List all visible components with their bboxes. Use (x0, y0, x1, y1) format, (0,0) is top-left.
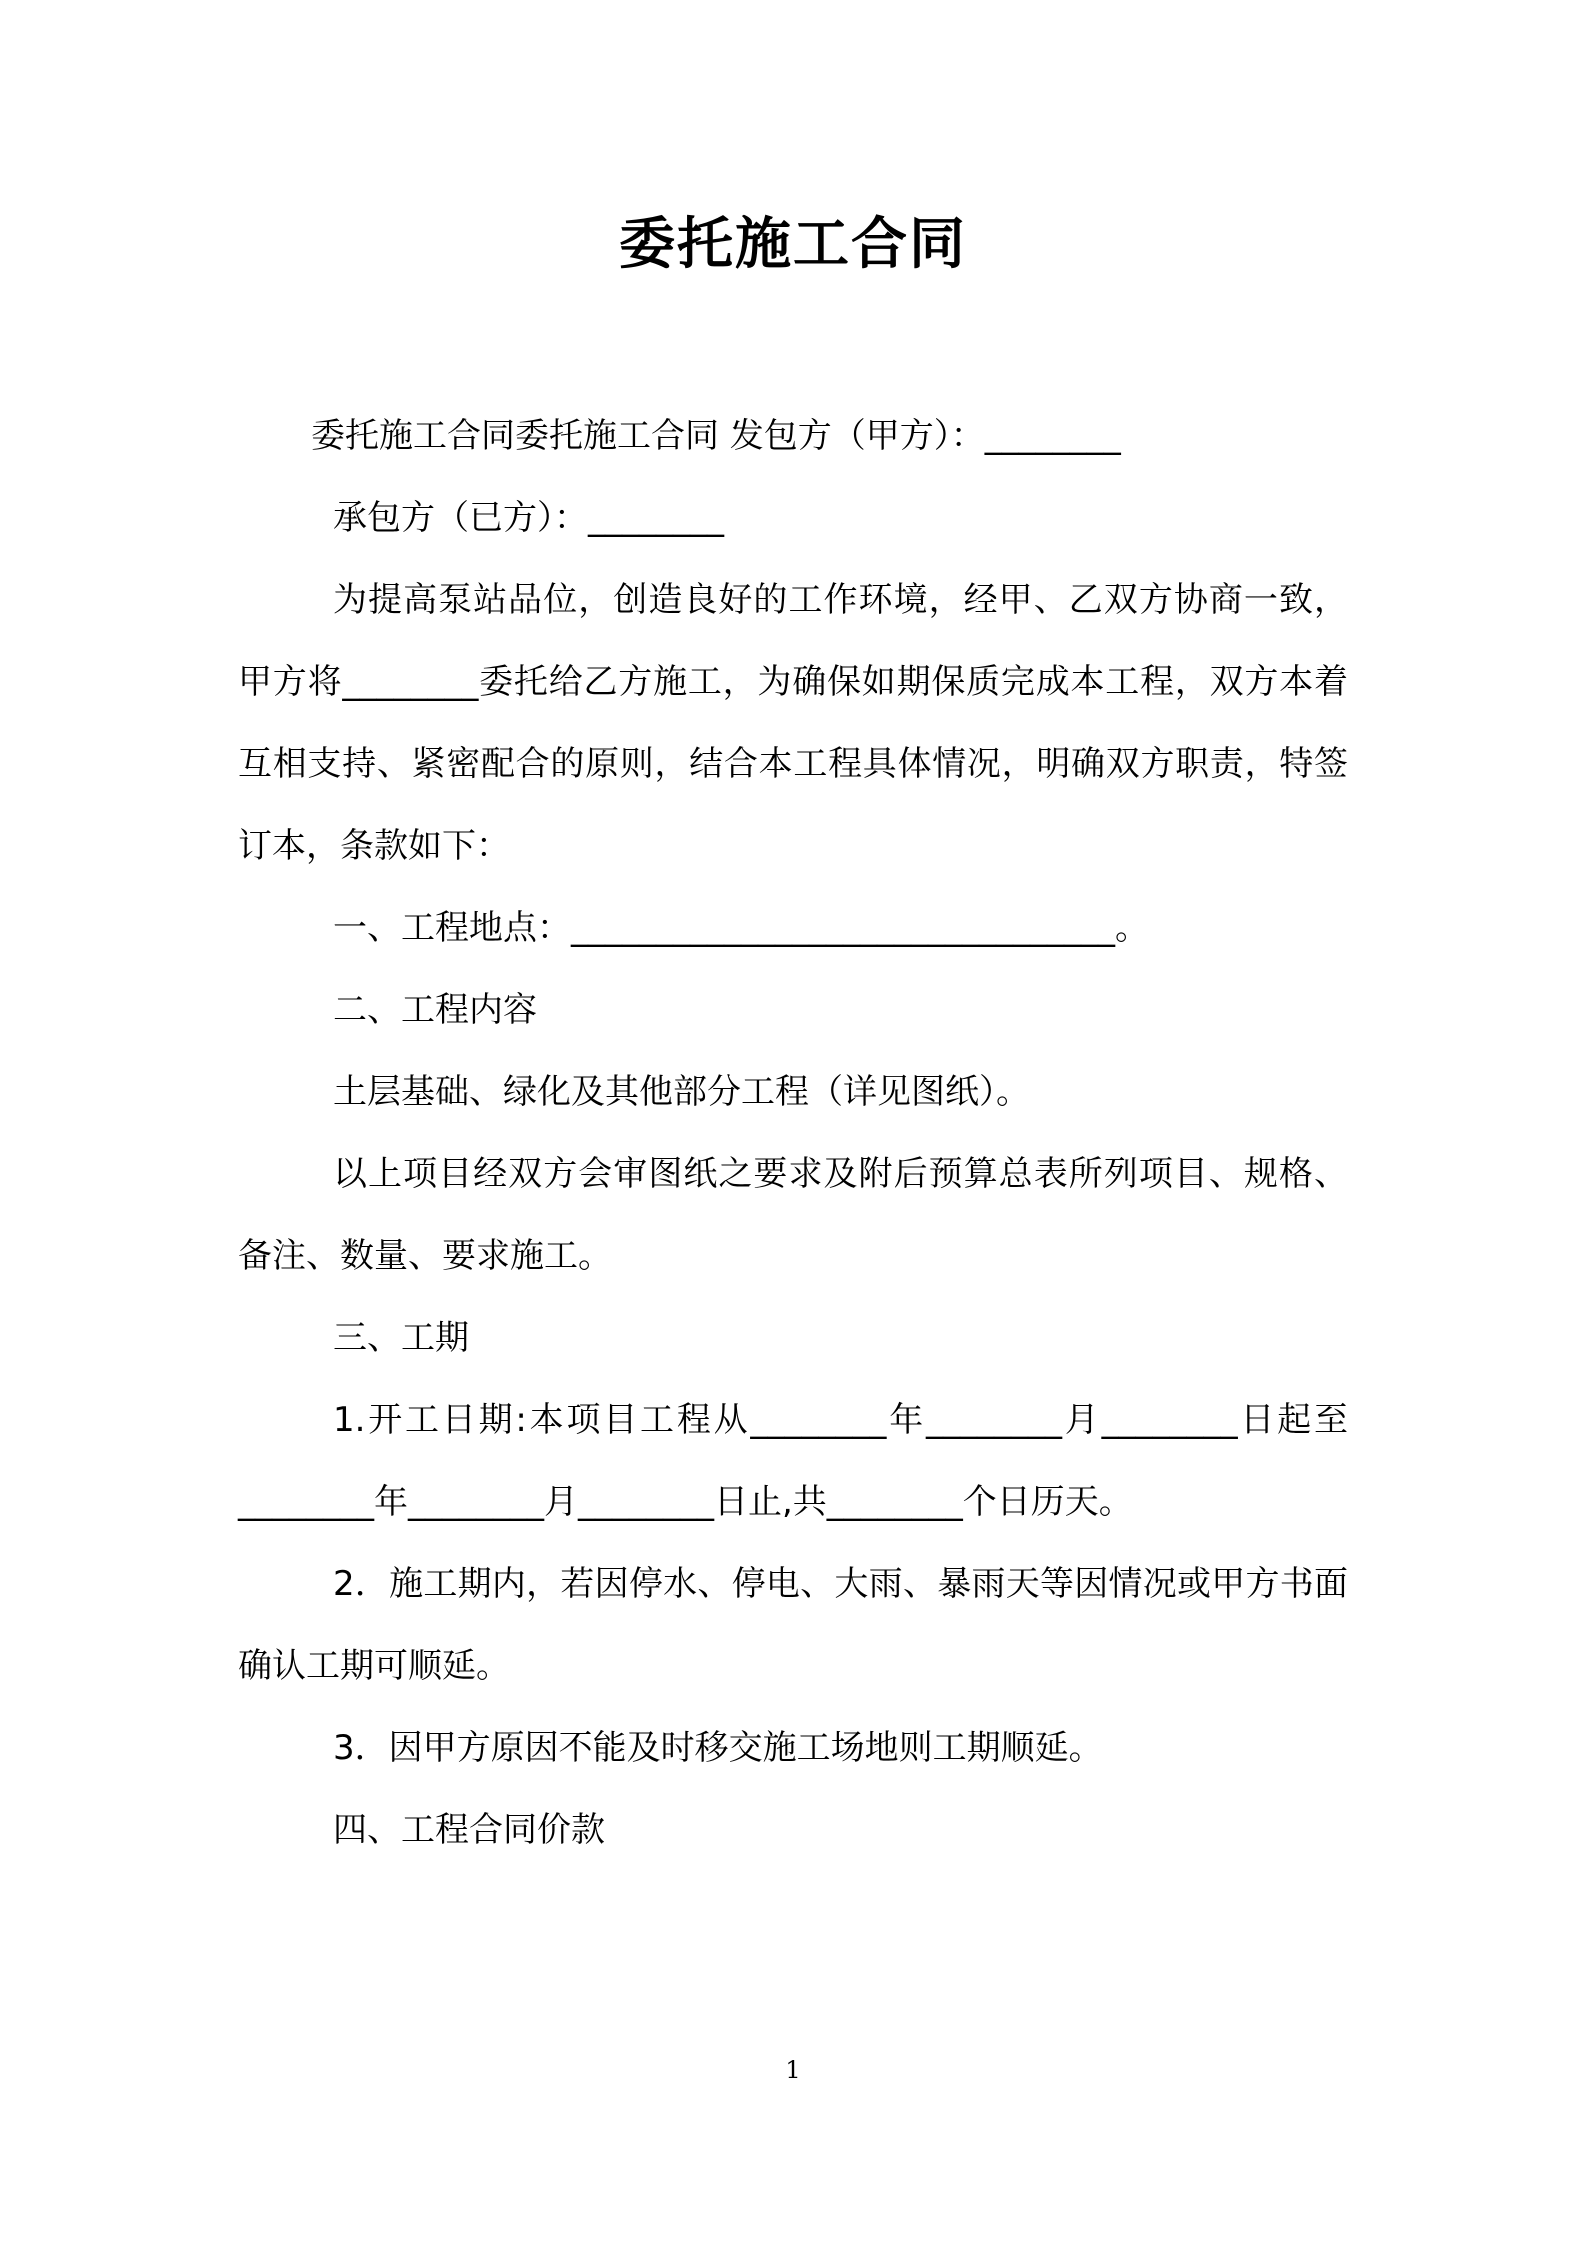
document-body (238, 395, 1348, 1871)
preamble-paragraph: 为提高泵站品位，创造良好的工作环境，经甲、乙双方协商一致，甲方将________委托给乙方施工，为确保如期保质完成本工程，双方本着互相支持、紧密配合的原则，结合本工程具体情况，明确双方职责，特签订本，条款如下： (238, 580, 1348, 866)
party-a-line: 委托施工合同委托施工合同 发包方（甲方）：________ (311, 416, 1121, 456)
section-2-scope: 土层基础、绿化及其他部分工程（详见图纸）。 (333, 1072, 1030, 1112)
section-2-requirements: 以上项目经双方会审图纸之要求及附后预算总表所列项目、规格、备注、数量、要求施工。 (238, 1154, 1348, 1276)
page-number: 1 (785, 2056, 801, 2084)
section-3-item-2: 2．施工期内，若因停水、停电、大雨、暴雨天等因情况或甲方书面确认工期可顺延。 (238, 1564, 1348, 1686)
party-b-line: 承包方（已方）：________ (333, 498, 724, 538)
section-1-location: 一、工程地点：________________________________。 (333, 908, 1149, 948)
section-3-item-3: 3．因甲方原因不能及时移交施工场地则工期顺延。 (333, 1728, 1103, 1768)
section-4-heading: 四、工程合同价款 (333, 1810, 605, 1850)
section-2-heading: 二、工程内容 (333, 990, 537, 1030)
section-3-item-1: 1.开工日期:本项目工程从________年________月________日起至________年________月________日止,共________个日历天。 (238, 1400, 1348, 1522)
document-title: 委托施工合同 (619, 212, 967, 277)
section-3-heading: 三、工期 (333, 1318, 469, 1358)
